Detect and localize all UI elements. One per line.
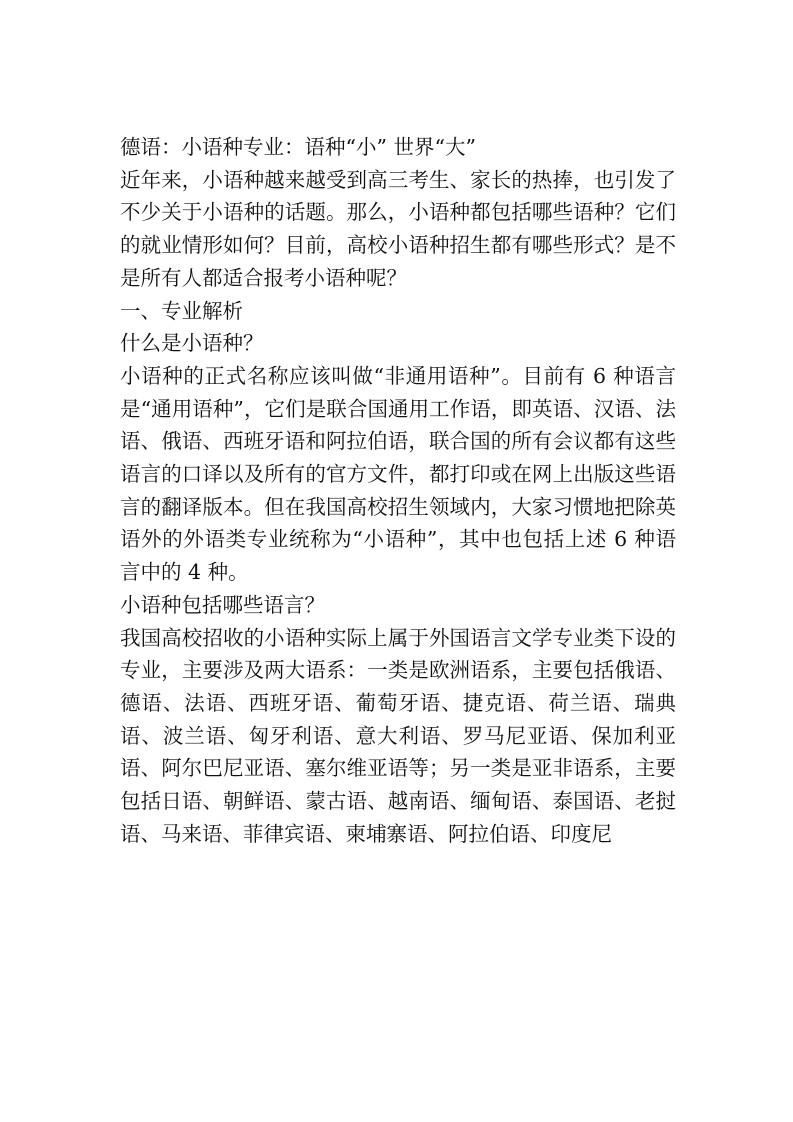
subheading-which-languages: 小语种包括哪些语言？ <box>120 592 325 617</box>
document-page <box>120 131 676 850</box>
intro-paragraph: 近年来，小语种越来越受到高三考生、家长的热捧，也引发了不少关于小语种的话题。那么，小语种都包括哪些语种？它们的就业情形如何？目前，高校小语种招生都有哪些形式？是不是所有人都适合报考小语种呢？ <box>120 167 676 290</box>
subheading-what-is: 什么是小语种？ <box>120 331 264 356</box>
document-title: 德语：小语种专业：语种“小” 世界“大” <box>120 135 476 159</box>
paragraph-which-languages: 我国高校招收的小语种实际上属于外国语言文学专业类下设的专业，主要涉及两大语系：一类是欧洲语系，主要包括俄语、德语、法语、西班牙语、葡萄牙语、捷克语、荷兰语、瑞典语、波兰语、匈牙利语、意大利语、罗马尼亚语、保加利亚语、阿尔巴尼亚语、塞尔维亚语等；另一类是亚非语系，主要包括日语、朝鲜语、蒙古语、越南语、缅甸语、泰国语、老挝语、马来语、菲律宾语、柬埔寨语、阿拉伯语、印度尼 <box>120 625 676 846</box>
section-heading: 一、专业解析 <box>120 298 243 323</box>
paragraph-what-is: 小语种的正式名称应该叫做“非通用语种”。目前有 6 种语言是“通用语种”，它们是联合国通用工作语，即英语、汉语、法语、俄语、西班牙语和阿拉伯语，联合国的所有会议都有这些语言的口译以及所有的官方文件，都打印或在网上出版这些语言的翻译版本。但在我国高校招生领域内，大家习惯地把除英语外的外语类专业统称为“小语种”，其中也包括上述 6 种语言中的 4 种。 <box>120 363 676 585</box>
